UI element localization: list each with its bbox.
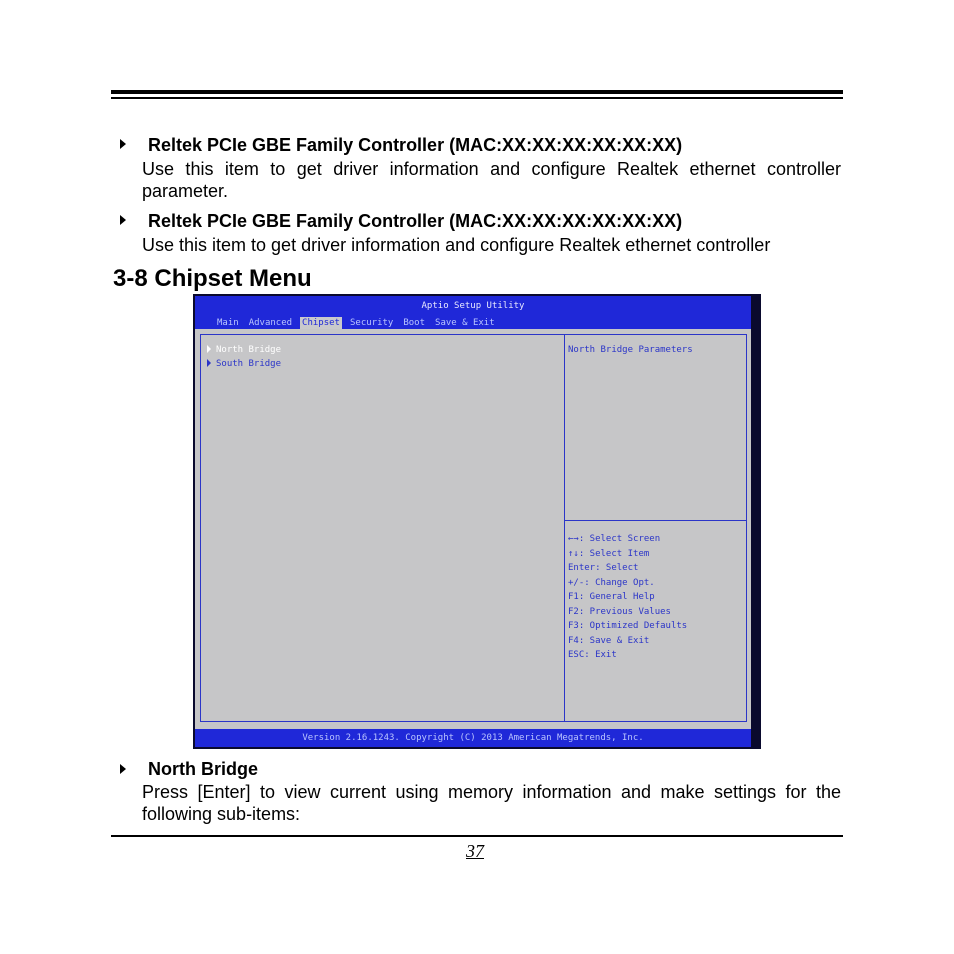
tab-boot[interactable]: Boot [403,318,426,328]
north-bridge-description: Press [Enter] to view current using memory information and make settings for the [142,782,841,802]
bios-screenshot [193,294,761,749]
key-f1: F1: General Help [568,592,655,602]
bios-footer [195,729,751,747]
key-select-item: ↑↓: Select Item [568,548,650,559]
header-rule-thick [111,90,843,94]
help-description: North Bridge Parameters [568,345,693,355]
menu-item-north-bridge[interactable] [207,345,281,355]
footer-rule [111,835,843,837]
key-enter: Enter: Select [568,563,639,573]
bullet-arrow-icon [120,215,126,225]
bios-body [195,329,751,729]
bios-tab-bar [215,317,497,329]
tab-save-exit[interactable]: Save & Exit [435,318,495,328]
item-heading: Reltek PCIe GBE Family Controller (MAC:XX:XX:XX:XX:XX:XX) [148,211,683,231]
bios-help-panel [564,334,747,722]
bios-title: Aptio Setup Utility [421,301,525,311]
page-number: 37 [466,841,484,861]
key-legend [568,532,687,663]
menu-item-south-bridge[interactable] [207,359,281,369]
section-title: 3-8 Chipset Menu [113,265,312,292]
key-f4: F4: Save & Exit [568,635,650,646]
help-divider [565,520,746,521]
bullet-arrow-icon [120,139,126,149]
submenu-arrow-icon [207,345,211,353]
menu-item-label: South Bridge [216,359,282,369]
header-rule-thin [111,97,843,99]
bullet-arrow-icon [120,764,126,774]
tab-advanced[interactable]: Advanced [248,318,293,328]
item-description: Use this item to get driver information and configure Realtek ethernet controller [142,159,841,179]
key-change-opt: +/-: Change Opt. [568,577,655,588]
tab-chipset[interactable]: Chipset [302,318,340,328]
item-heading: Reltek PCIe GBE Family Controller (MAC:XX:XX:XX:XX:XX:XX) [148,135,683,155]
item-description: Use this item to get driver information and configure Realtek ethernet controller [142,235,771,255]
key-f2: F2: Previous Values [568,606,671,617]
bios-version-text: Version 2.16.1243. Copyright (C) 2013 American Megatrends, Inc. [302,733,644,743]
tab-main[interactable]: Main [217,318,239,328]
key-f3: F3: Optimized Defaults [568,621,688,631]
menu-item-label: North Bridge [216,345,282,355]
key-select-screen: ←→: Select Screen [568,534,661,544]
item-description-cont: parameter. [142,181,229,201]
north-bridge-description-cont: following sub-items: [142,804,301,824]
key-esc: ESC: Exit [568,650,617,660]
tab-security[interactable]: Security [349,318,394,328]
submenu-arrow-icon [207,359,211,367]
north-bridge-heading: North Bridge [148,759,258,779]
bios-header [195,296,751,329]
bios-menu-panel [200,334,565,722]
